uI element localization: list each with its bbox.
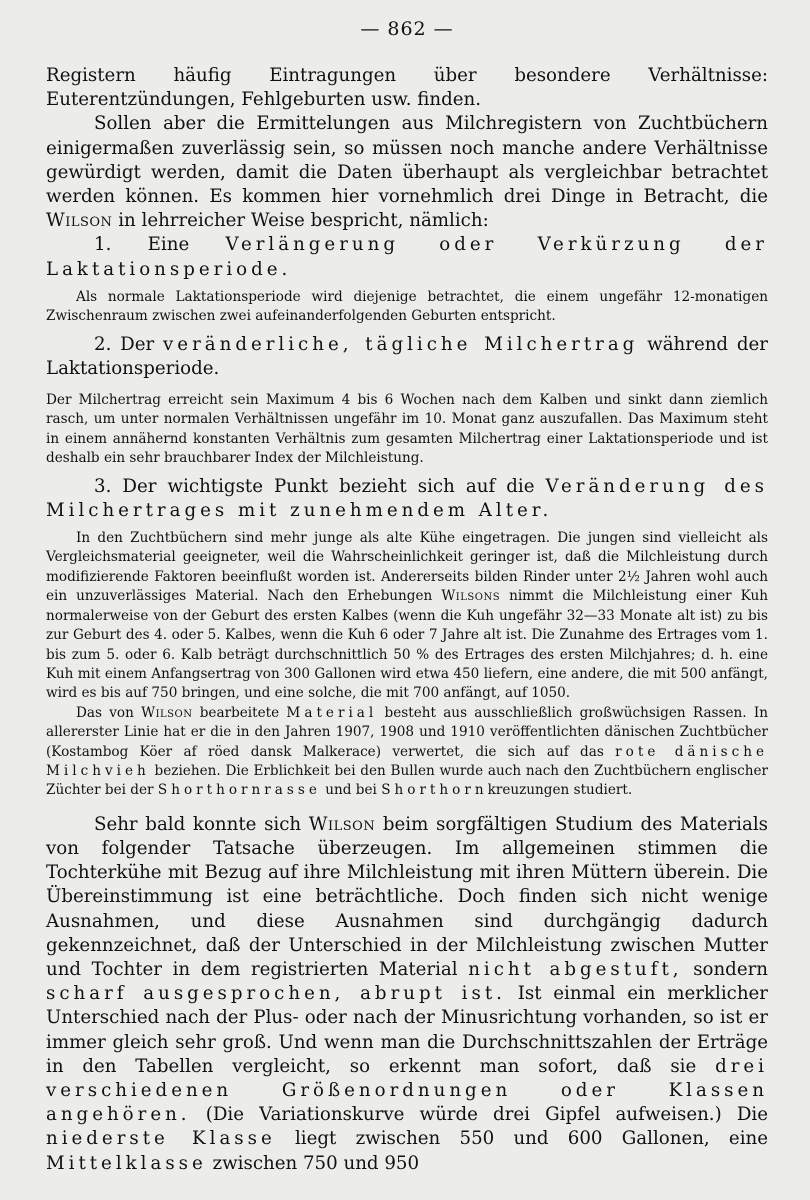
emphasis-spaced: scharf ausgesprochen, abrupt ist. <box>46 983 506 1005</box>
text-run: in lehrreicher Weise bespricht, nämlich: <box>112 210 489 232</box>
text-run: beziehen. Die Erblichkeit bei den Bullen wurde auch nach den Zuchtbüchern englischer Züchter bei der <box>46 762 768 799</box>
author-name: Wilson <box>141 704 193 721</box>
point-3-heading <box>46 475 768 523</box>
emphasis-spaced: Verlängerung oder Verkürzung der Laktationsperiode. <box>46 234 768 280</box>
emphasis-spaced: drei verschiedenen Größenordnungen oder Klassen angehören. <box>46 1055 768 1126</box>
author-name: Wilson <box>46 210 113 232</box>
page-number: — 862 — <box>360 18 454 40</box>
text-run: beim sorgfältigen Studium des Materials von folgender Tatsache überzeugen. Im allgemeinen stimmen die Tochterkühe mit Bezug auf ihre Milchleistung mit ihren Müttern überein. Die Übereinstimmung ist eine beträchtliche. Doch finden sich nicht wenige Ausnahmen, und diese Ausnahmen sind durchgängig dadurch gekennzeichnet, daß der Unterschied in der Milchleistung zwischen Mutter und Tochter in dem registrierten Material <box>46 813 768 980</box>
emphasis-spaced: rote dänische Milchvieh <box>46 743 768 779</box>
text-run: und bei <box>320 782 382 799</box>
text-run: Ist einmal ein merklicher Unterschied nach der Plus- oder nach der Minusrichtung vorhanden, so ist er immer gleich sehr groß. Und wenn man die Durchschnittszahlen der Erträge in den Tabellen vergleicht, so erkennt man sofort, daß sie <box>46 983 768 1077</box>
text-run: zwischen 750 und 950 <box>206 1152 420 1174</box>
text-run: In den Zuchtbüchern sind mehr junge als alte Kühe eingetragen. Die jungen sind vielleicht als Vergleichsmaterial geeigneter, weil die Wahrscheinlichkeit geringer ist, daß die Milchleistung durch modifizierende Faktoren beeinflußt worden ist. Andererseits bilden Rinder unter 2½ Jahren wohl auch ein unzuverlässiges Material. Nach den Erhebungen <box>46 530 768 605</box>
text-run: Sehr bald konnte sich <box>94 813 309 835</box>
paragraph-main <box>46 813 768 1176</box>
emphasis-spaced: Shorthorn <box>381 782 488 799</box>
author-name: Wilson <box>308 813 376 835</box>
material-note <box>46 704 768 801</box>
text-run: Das von <box>76 704 142 721</box>
text-run: Der Milchertrag erreicht sein Maximum 4 bis 6 Wochen nach dem Kalben und sinkt dann ziemlich rasch, um unter normalen Verhältnissen ungefähr im 10. Monat ganz auszufallen. Das Maximum steht in einem annähernd konstanten Verhältnis zum gesamten Milchertrag einer Laktationsperiode und ist deshalb ein sehr brauchbarer Index der Milchleistung. <box>46 392 768 467</box>
text-run: kreuzungen studiert. <box>487 782 633 799</box>
emphasis-spaced: Mittelklasse <box>46 1152 207 1174</box>
point-3-note <box>46 529 768 704</box>
author-name: Wilsons <box>441 588 501 605</box>
point-2-note <box>46 391 768 469</box>
emphasis-spaced: Material <box>286 704 378 721</box>
text-run: besteht aus ausschließlich großwüchsigen Rassen. In allererster Linie hat er die in den Jahren 1907, 1908 und 1910 veröffentlichten dänischen Zuchtbücher (Kostambog Köer af röed dansk Malkerace) verwertet, die sich auf das <box>46 704 768 760</box>
text-run: nimmt die Milchleistung einer Kuh normalerweise von der Geburt des ersten Kalbes (wenn die Kuh ungefähr 32—33 Monate alt ist) zu bis zur Geburt des 4. oder 5. Kalbes, wenn die Kuh 6 oder 7 Jahre alt ist. Die Zunahme des Ertrages vom 1. bis zum 5. oder 6. Kalb beträgt durchschnittlich 50 % des Ertrages des ersten Milchjahres; d. h. eine Kuh mit einem Anfangsertrag von 300 Gallonen wird etwa 450 liefern, eine andere, die mit 500 anfängt, wird es bis auf 750 bringen, und eine solche, die mit 700 anfängt, auf 1050. <box>46 588 768 702</box>
point-2-heading <box>46 333 768 381</box>
text-run: 1. Eine <box>94 234 226 256</box>
paragraph-continuation <box>46 64 768 112</box>
emphasis-spaced: Veränderung des Milchertrages mit zunehmendem Alter. <box>46 475 769 521</box>
emphasis-spaced: Shorthornrasse <box>157 782 321 799</box>
text-run: bearbeitete <box>192 704 287 721</box>
point-1-heading <box>46 233 768 281</box>
emphasis-spaced: nicht abgestuft, <box>468 958 683 980</box>
text-run: liegt zwischen 550 und 600 Gallonen, eine <box>275 1128 768 1150</box>
text-run: 2. Der <box>94 333 164 355</box>
text-run: 3. Der wichtigste Punkt bezieht sich auf die <box>94 475 546 497</box>
emphasis-spaced: veränderliche, tägliche Milchertrag <box>163 333 639 355</box>
text-run: Sollen aber die Ermittelungen aus Milchregistern von Zuchtbüchern einigermaßen zuverlässig sein, so müssen noch manche andere Verhältnisse gewürdigt werden, damit die Daten überhaupt als vergleichbar betrachtet werden können. Es kommen hier vornehmlich drei Dinge in Betracht, die <box>46 113 768 208</box>
paragraph-intro <box>46 112 768 233</box>
text-run: Als normale Laktationsperiode wird diejenige betrachtet, die einem ungefähr 12-monatigen Zwischenraum zwischen zwei aufeinanderfolgenden Geburten entspricht. <box>46 288 768 325</box>
point-1-note <box>46 288 768 327</box>
text-run: während der Laktationsperiode. <box>46 333 768 379</box>
text-run: Registern häufig Eintragungen über besondere Verhältnisse: Euterentzündungen, Fehlgeburten usw. finden. <box>46 65 768 111</box>
emphasis-spaced: niederste Klasse <box>46 1128 276 1150</box>
text-run: sondern <box>682 958 768 980</box>
text-run: (Die Variationskurve würde drei Gipfel aufweisen.) Die <box>190 1104 768 1126</box>
